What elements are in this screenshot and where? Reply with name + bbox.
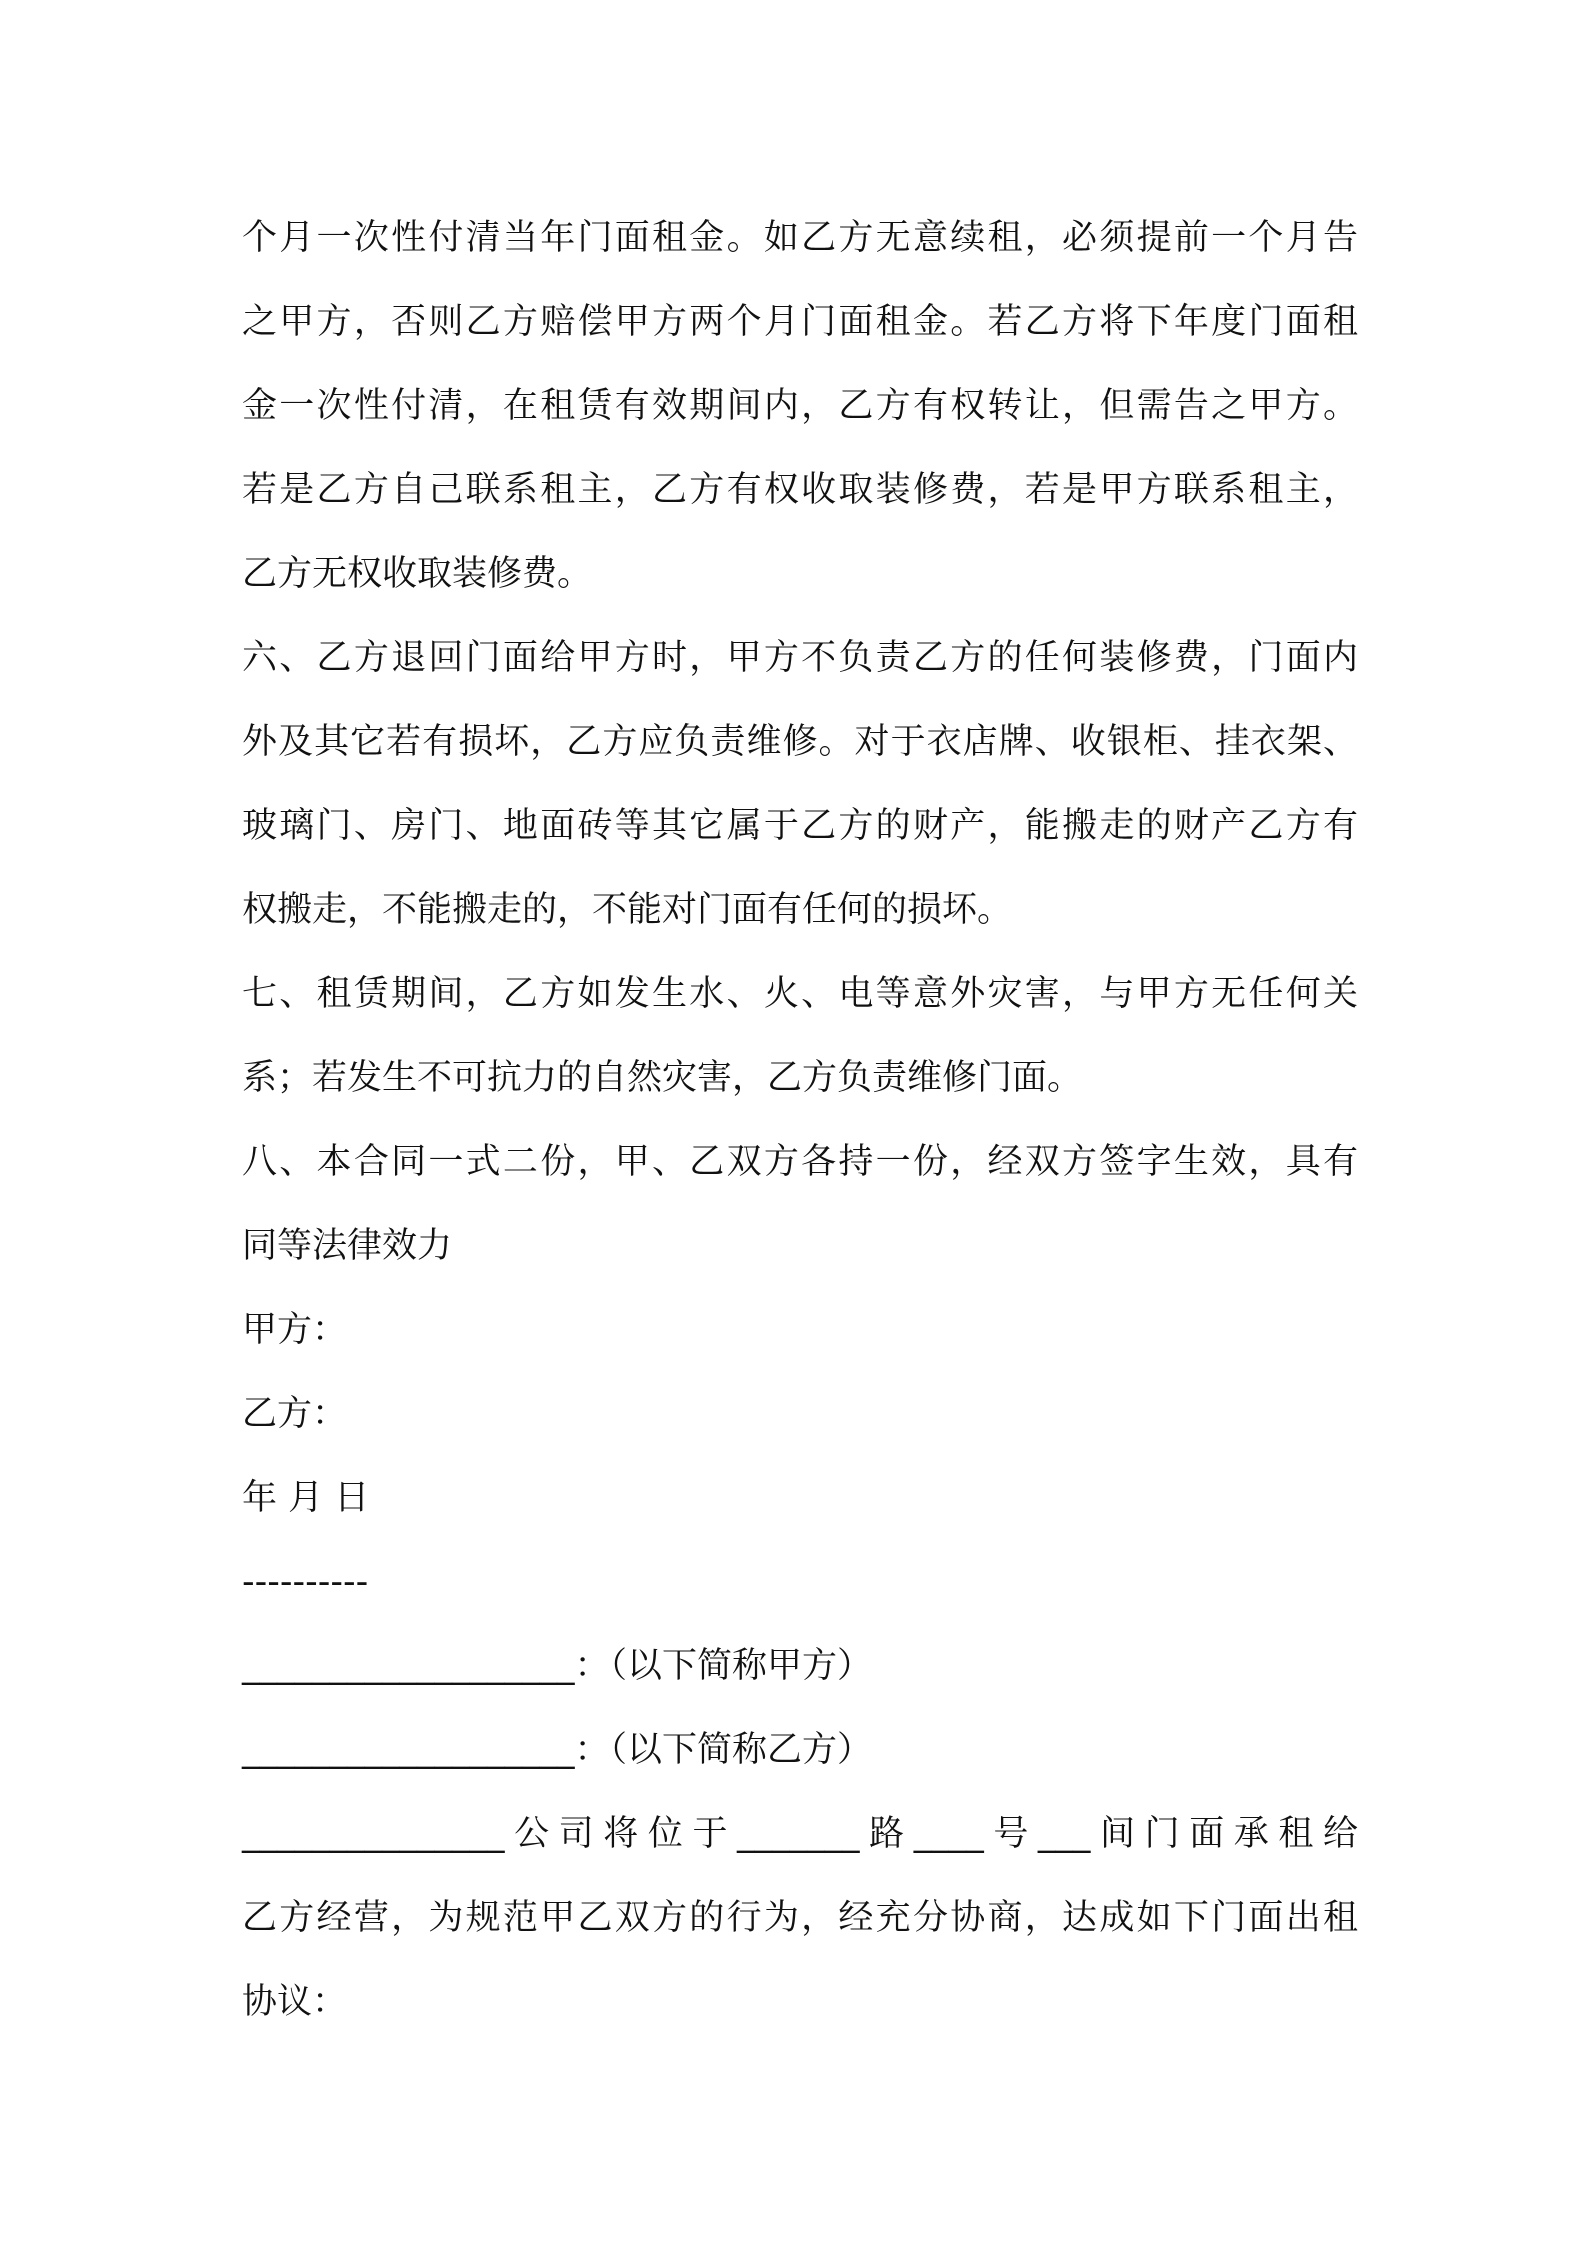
separator-line: ---------- [242, 1562, 369, 1602]
text-line: 系；若发生不可抗力的自然灾害，乙方负责维修门面。 [242, 1058, 1083, 1098]
text-line: 权搬走，不能搬走的，不能对门面有任何的损坏。 [242, 890, 1013, 930]
text-line: 若是乙方自己联系租主，乙方有权收取装修费，若是甲方联系租主， [242, 470, 1358, 510]
text-line: 八、本合同一式二份，甲、乙双方各持一份，经双方签字生效，具有 [242, 1142, 1358, 1182]
text-line: 外及其它若有损坏，乙方应负责维修。对于衣店牌、收银柜、挂衣架、 [242, 722, 1358, 762]
text-line: 同等法律效力 [242, 1226, 453, 1266]
text-line: 乙方无权收取装修费。 [242, 554, 593, 594]
text-line: 之甲方，否则乙方赔偿甲方两个月门面租金。若乙方将下年度门面租 [242, 302, 1358, 342]
text-line: _______________公司将位于_______路____号___间门面承租给 [242, 1814, 1358, 1854]
text-line: 个月一次性付清当年门面租金。如乙方无意续租，必须提前一个月告 [242, 218, 1358, 258]
date-line: 年 月 日 [242, 1478, 370, 1518]
text-line: 六、乙方退回门面给甲方时，甲方不负责乙方的任何装修费，门面内 [242, 638, 1358, 678]
text-line: 乙方经营，为规范甲乙双方的行为，经充分协商，达成如下门面出租 [242, 1898, 1358, 1938]
party-a-label: 甲方： [242, 1310, 348, 1350]
text-line: 七、租赁期间，乙方如发生水、火、电等意外灾害，与甲方无任何关 [242, 974, 1358, 1014]
text-line: 金一次性付清，在租赁有效期间内，乙方有权转让，但需告之甲方。 [242, 386, 1358, 426]
party-a-blank: ___________________：（以下简称甲方） [242, 1646, 873, 1686]
party-b-blank: ___________________：（以下简称乙方） [242, 1730, 873, 1770]
party-b-label: 乙方： [242, 1394, 348, 1434]
text-line: 玻璃门、房门、地面砖等其它属于乙方的财产，能搬走的财产乙方有 [242, 806, 1358, 846]
document-body [242, 196, 1358, 2044]
text-line: 协议： [242, 1982, 348, 2022]
